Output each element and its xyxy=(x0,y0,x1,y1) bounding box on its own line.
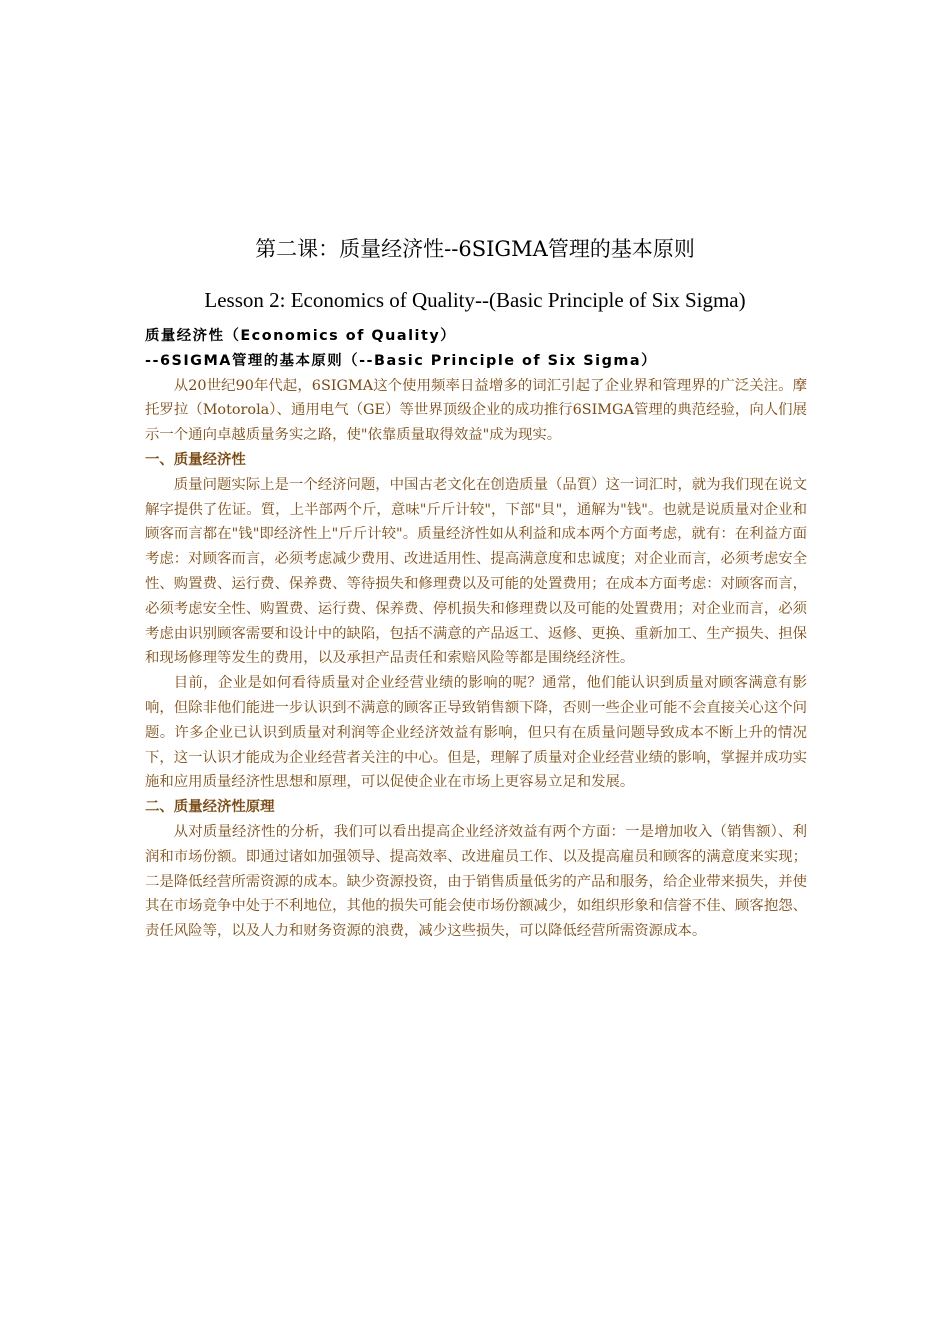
section-heading-quality-economics: 一、质量经济性 xyxy=(145,451,246,468)
section-2-paragraph-1: 从对质量经济性的分析，我们可以看出提高企业经济效益有两个方面：一是增加收入（销售额）、利润和市场份额。即通过诸如加强领导、提高效率、改进雇员工作、以及提高雇员和顾客的满意度来实现；二是降低经营所需资源的成本。缺少资源投资，由于销售质量低劣的产品和服务，给企业带来损失，并使其在市场竞争中处于不利地位，其他的损失可能会使市场份额减少，如组织形象和信誉不佳、顾客抱怨、责任风险等，以及人力和财务资源的浪费，减少这些损失，可以降低经营所需资源成本。 xyxy=(145,823,807,940)
english-title: Lesson 2: Economics of Quality--(Basic Principle of Six Sigma) xyxy=(204,288,746,312)
chinese-title: 第二课：质量经济性--6SIGMA管理的基本原则 xyxy=(255,237,695,261)
section-heading-quality-economics-principle: 二、质量经济性原理 xyxy=(145,799,275,816)
subheading-basic-principle: --6SIGMA管理的基本原则（--Basic Principle of Six Sigma） xyxy=(145,352,657,369)
document-body xyxy=(145,322,807,944)
section-1-paragraph-2: 目前，企业是如何看待质量对企业经营业绩的影响的呢？通常，他们能认识到质量对顾客满意有影响，但除非他们能进一步认识到不满意的顾客正导致销售额下降，否则一些企业可能不会直接关心这个问题。许多企业已认识到质量对利润等企业经济效益有影响，但只有在质量问题导致成本不断上升的情况下，这一认识才能成为企业经营者关注的中心。但是，理解了质量对企业经营业绩的影响，掌握并成功实施和应用质量经济性思想和原理，可以促使企业在市场上更容易立足和发展。 xyxy=(145,675,807,791)
subheading-economics-of-quality: 质量经济性（Economics of Quality） xyxy=(145,328,457,344)
intro-paragraph: 从20世纪90年代起，6SIGMA这个使用频率日益增多的词汇引起了企业界和管理界的广泛关注。摩托罗拉（Motorola）、通用电气（GE）等世界顶级企业的成功推行6SIMGA管理的典范经验，向人们展示一个通向卓越质量务实之路，使"依靠质量取得效益"成为现实。 xyxy=(145,377,807,444)
section-1-paragraph-1: 质量问题实际上是一个经济问题，中国古老文化在创造质量（品質）这一词汇时，就为我们现在说文解字提供了佐证。質，上半部两个斤，意味"斤斤计较"，下部"貝"，通解为"钱"。也就是说质量对企业和顾客而言都在"钱"即经济性上"斤斤计较"。质量经济性如从利益和成本两个方面考虑，就有：在利益方面考虑：对顾客而言，必须考虑减少费用、改进适用性、提高满意度和忠诚度；对企业而言，必须考虑安全性、购置费、运行费、保养费、等待损失和修理费以及可能的处置费用；在成本方面考虑：对顾客而言，必须考虑安全性、购置费、运行费、保养费、停机损失和修理费以及可能的处置费用；对企业而言，必须考虑由识别顾客需要和设计中的缺陷，包括不满意的产品返工、返修、更换、重新加工、生产损失、担保和现场修理等发生的费用，以及承担产品责任和索赔风险等都是围绕经济性。 xyxy=(145,476,807,667)
